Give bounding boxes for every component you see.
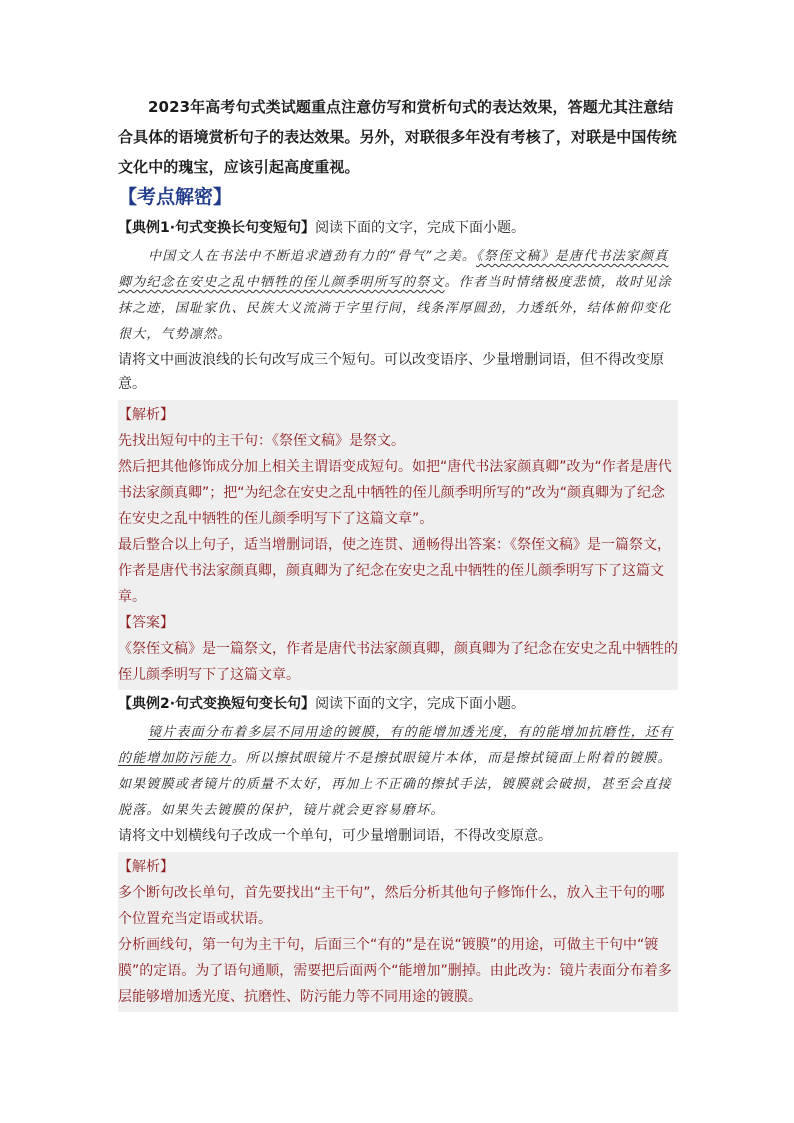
example1-passage-wavy: 《祭侄文稿》是唐代书法家颜真卿为纪念在安史之乱中牺牲的侄儿颜季明所写的祭文 xyxy=(118,249,669,290)
example1-instruction: 阅读下面的文字，完成下面小题。 xyxy=(315,220,526,236)
example2-tag: 【典例2·句式变换短句变长句】 xyxy=(118,696,316,712)
example1-analysis-line: 先找出短句中的主干句：《祭侄文稿》是祭文。 xyxy=(118,433,405,449)
example1-passage xyxy=(118,244,678,348)
example2-passage-after: 。所以擦拭眼镜片不是擦拭眼镜片本体，而是擦拭镜面上附着的镀膜。如果镀膜或者镜片的质量不太好，再加上不正确的擦拭手法，镀膜就会破损，甚至会直接脱落。如果失去镀膜的保护，镜片就会更容易磨坏。 xyxy=(118,751,672,818)
example2-analysis-block xyxy=(118,852,678,1012)
example1-analysis-label: 【解析】 xyxy=(118,407,174,423)
example2-analysis-line: 分析画线句，第一句为主干句，后面三个“有的”是在说“镀膜”的用途，可做主干句中“镀膜”的定语。为了语句通顺，需要把后面两个“能增加”删掉。由此改为：镜片表面分布着多层能够增加透光度、抗磨性、防污能力等不同用途的镀膜。 xyxy=(118,937,672,1005)
example1-analysis-block xyxy=(118,400,678,690)
example2-analysis-label: 【解析】 xyxy=(118,859,174,875)
example2-analysis-line: 多个断句改长单句，首先要找出“主干句”，然后分析其他句子修饰什么，放入主干句的哪个位置充当定语或状语。 xyxy=(118,885,665,927)
example2-heading xyxy=(118,692,678,716)
example1-answer: 《祭侄文稿》是一篇祭文，作者是唐代书法家颜真卿，颜真卿为了纪念在安史之乱中牺牲的侄儿颜季明写下了这篇文章。 xyxy=(118,641,678,683)
example1-passage-before: 中国文人在书法中不断追求遒劲有力的“骨气”之美。 xyxy=(148,249,477,264)
example2-question: 请将文中划横线句子改成一个单句，可少量增删词语，不得改变原意。 xyxy=(118,828,552,844)
example1-heading xyxy=(118,216,678,240)
example1-analysis-line: 然后把其他修饰成分加上相关主谓语变成短句。如把“唐代书法家颜真卿”改为“作者是唐代书法家颜真卿”；把“为纪念在安史之乱中牺牲的侄儿颜季明所写的”改为“颜真卿为了纪念在安史之乱中牺牲的侄儿颜季明写下了这篇文章”。 xyxy=(118,459,672,527)
intro-paragraph: 2023年高考句式类试题重点注意仿写和赏析句式的表达效果，答题尤其注意结合具体的语境赏析句子的表达效果。另外，对联很多年没有考核了，对联是中国传统文化中的瑰宝，应该引起高度重视。 xyxy=(118,98,677,176)
example1-question: 请将文中画波浪线的长句改写成三个短句。可以改变语序、少量增删词语，但不得改变原意。 xyxy=(118,352,664,392)
example2-passage-underlined: 镜片表面分布着多层不同用途的镀膜，有的能增加透光度，有的能增加抗磨性，还有的能增加防污能力 xyxy=(118,725,674,766)
example1-analysis-line: 最后整合以上句子，适当增删词语，使之连贯、通畅得出答案：《祭侄文稿》是一篇祭文，作者是唐代书法家颜真卿，颜真卿为了纪念在安史之乱中牺牲的侄儿颜季明写下了这篇文章。 xyxy=(118,537,671,605)
example1-answer-label: 【答案】 xyxy=(118,615,174,631)
example2-instruction: 阅读下面的文字，完成下面小题。 xyxy=(315,696,526,712)
example1-passage-after: 。作者当时情绪极度悲愤，故时见涂抹之迹，国耻家仇、民族大义流淌于字里行间，线条浑厚圆劲，力透纸外，结体俯仰变化很大，气势凛然。 xyxy=(118,275,672,342)
section-title: 【考点解密】 xyxy=(118,186,233,208)
document-page xyxy=(118,92,678,1012)
example1-tag: 【典例1·句式变换长句变短句】 xyxy=(118,220,316,236)
example2-passage xyxy=(118,720,678,824)
